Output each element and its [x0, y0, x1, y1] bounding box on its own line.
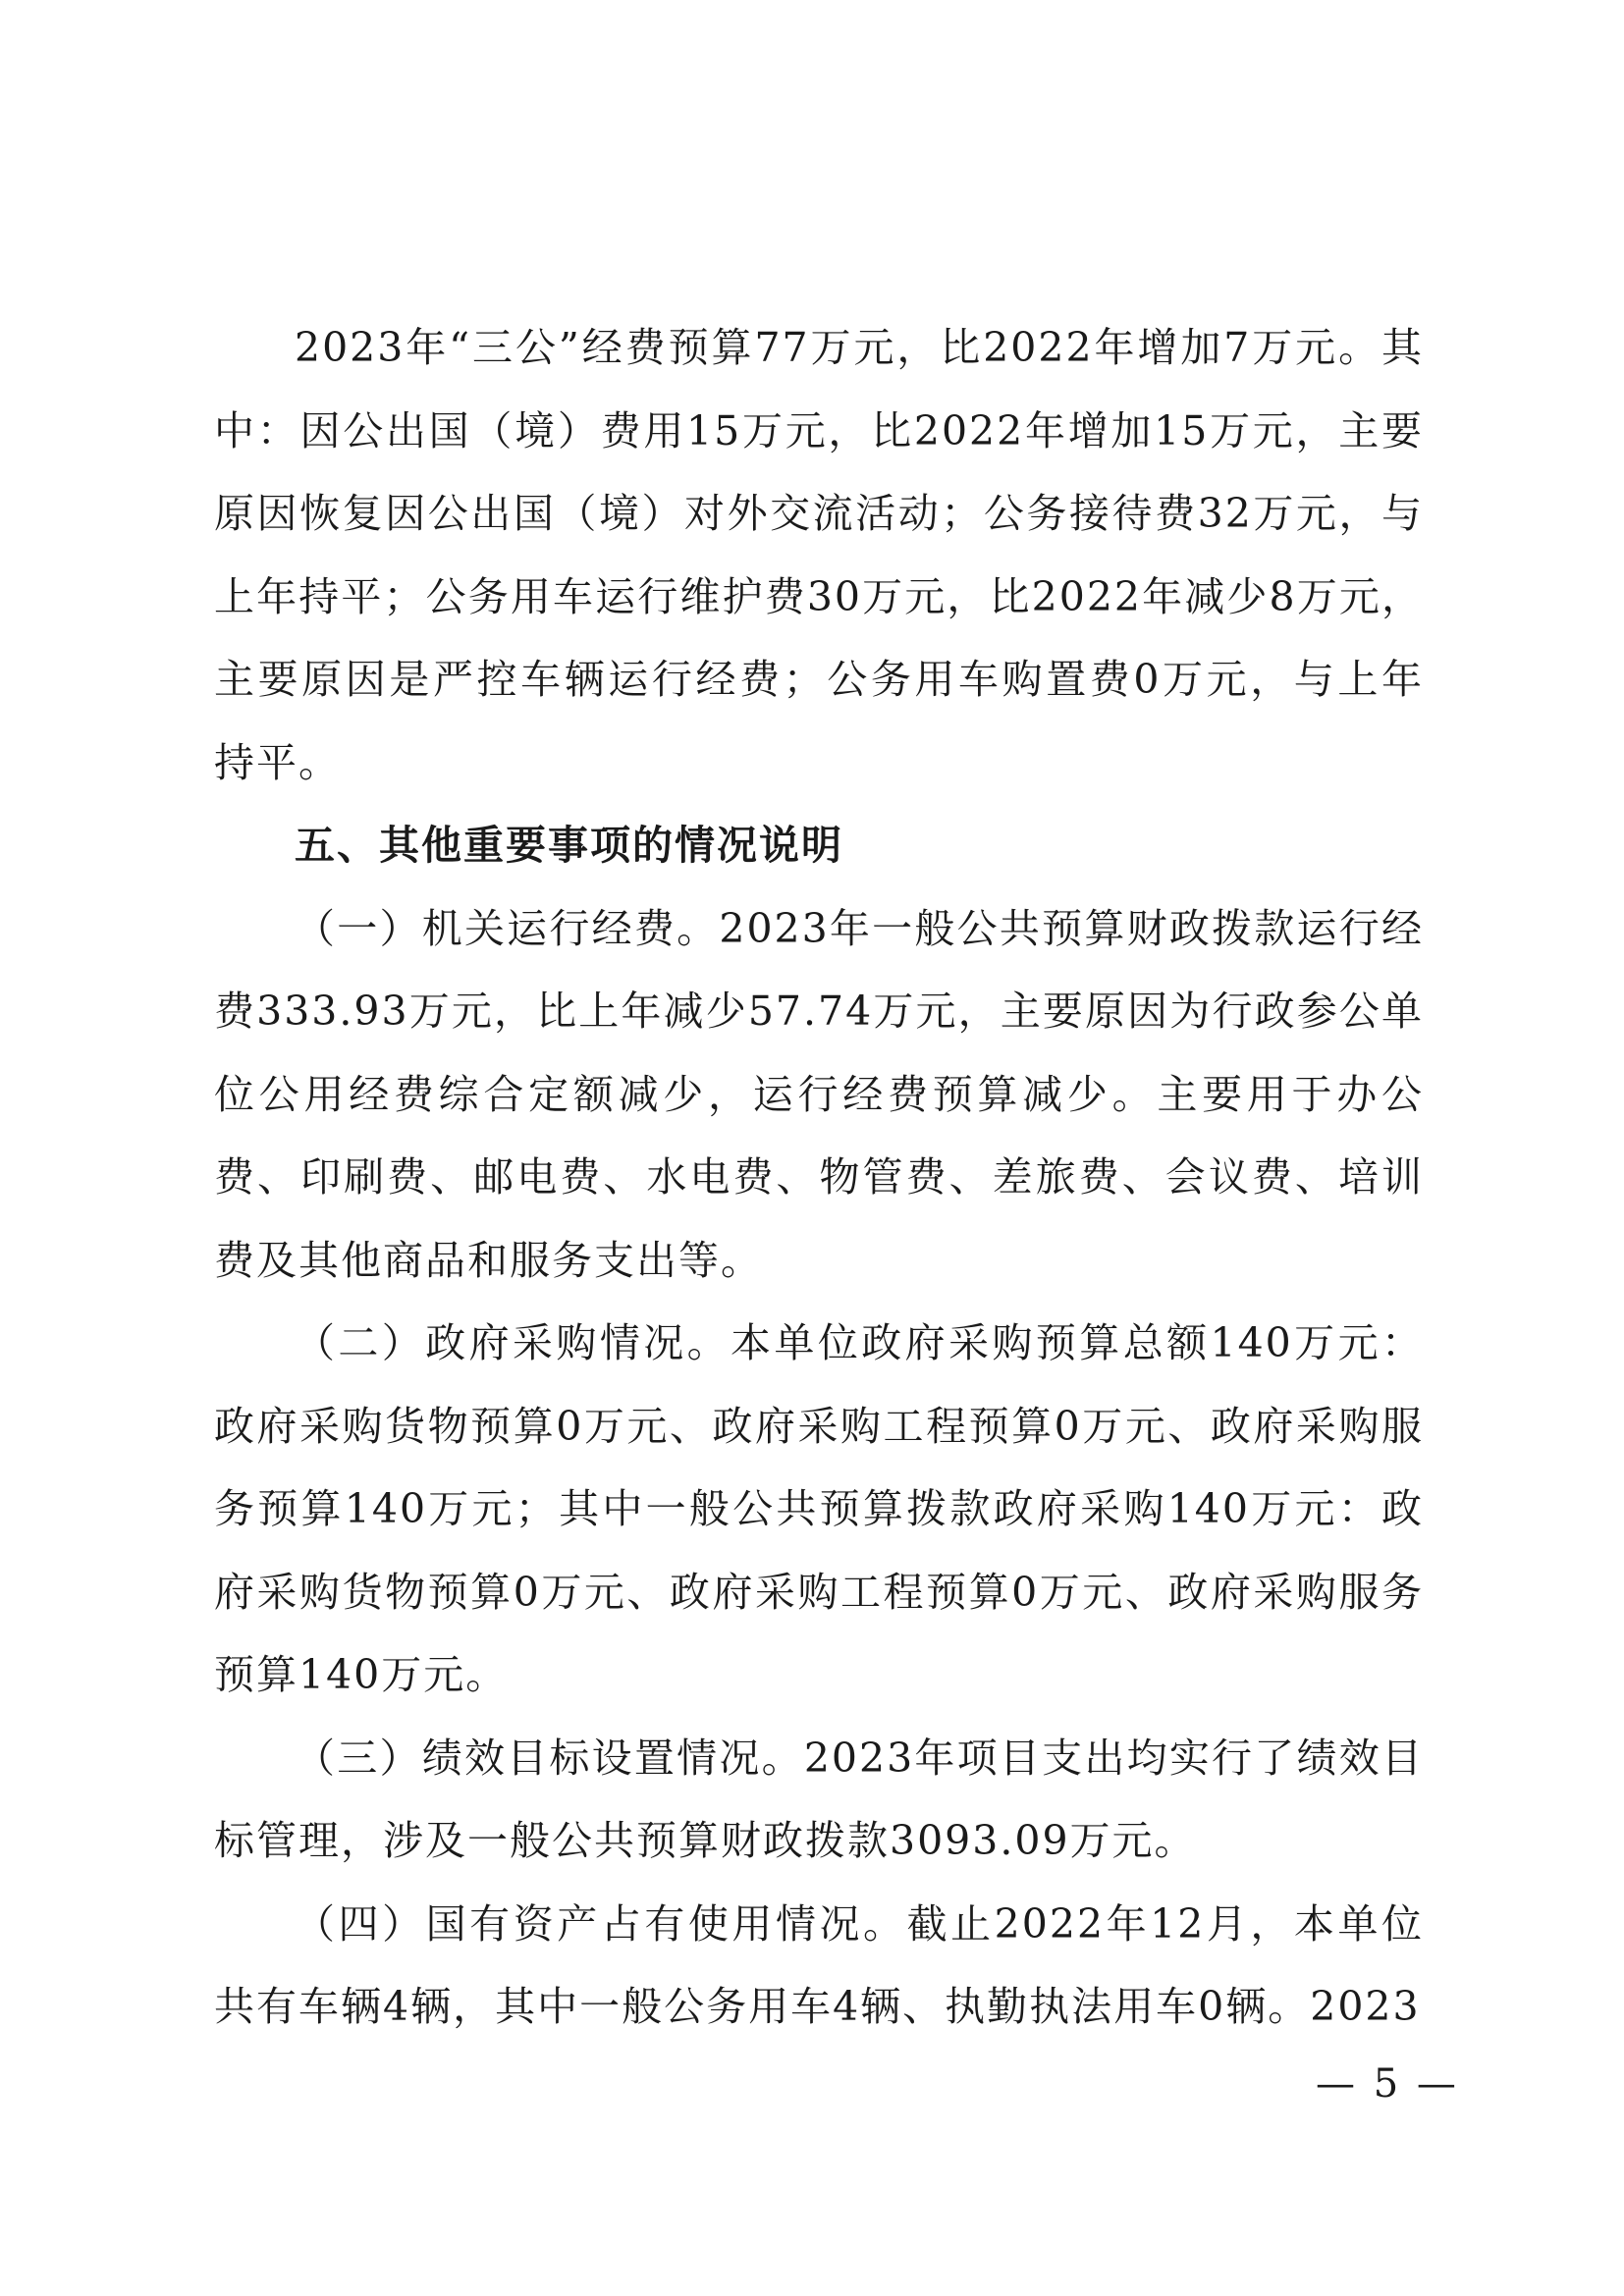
document-body — [214, 306, 1424, 2049]
page-number: — 5 — — [1316, 2061, 1459, 2107]
paragraph-performance-targets: （三）绩效目标设置情况。2023年项目支出均实行了绩效目标管理，涉及一般公共预算财政拨款3093.09万元。 — [214, 1734, 1424, 1864]
section-heading-other-matters: 五、其他重要事项的情况说明 — [295, 822, 843, 869]
paragraph-operating-expenses: （一）机关运行经费。2023年一般公共预算财政拨款运行经费333.93万元，比上年减少57.74万元，主要原因为行政参公单位公用经费综合定额减少，运行经费预算减少。主要用于办公费、印刷费、邮电费、水电费、物管费、差旅费、会议费、培训费及其他商品和服务支出等。 — [214, 904, 1424, 1284]
paragraph-government-procurement: （二）政府采购情况。本单位政府采购预算总额140万元：政府采购货物预算0万元、政府采购工程预算0万元、政府采购服务预算140万元；其中一般公共预算拨款政府采购140万元：政府采购货物预算0万元、政府采购工程预算0万元、政府采购服务预算140万元。 — [214, 1319, 1424, 1698]
paragraph-three-public-expenses: 2023年“三公”经费预算77万元，比2022年增加7万元。其中：因公出国（境）费用15万元，比2022年增加15万元，主要原因恢复因公出国（境）对外交流活动；公务接待费32万元，与上年持平；公务用车运行维护费30万元，比2022年减少8万元，主要原因是严控车辆运行经费；公务用车购置费0万元，与上年持平。 — [214, 324, 1424, 786]
paragraph-state-assets: （四）国有资产占有使用情况。截止2022年12月，本单位共有车辆4辆，其中一般公务用车4辆、执勤执法用车0辆。2023 — [214, 1899, 1424, 2030]
